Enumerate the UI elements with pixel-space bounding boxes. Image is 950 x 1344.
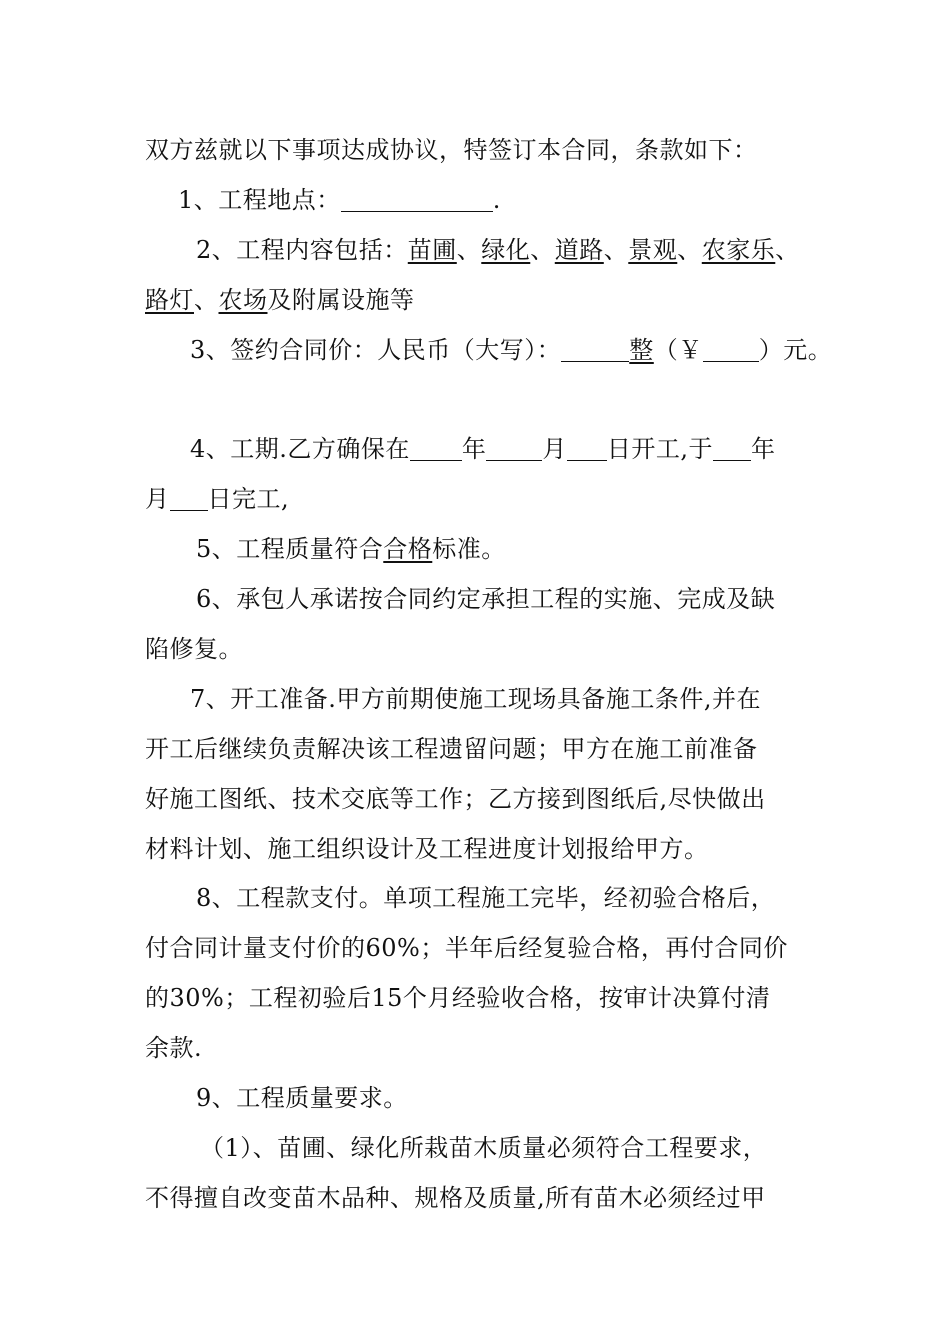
end-day-blank[interactable] bbox=[170, 484, 208, 511]
item-nursery: 苗圃 bbox=[407, 236, 457, 264]
amount-number-blank[interactable] bbox=[703, 335, 759, 362]
clause-7-line-1: 7、开工准备.甲方前期使施工现场具备施工条件,并在 bbox=[190, 685, 762, 713]
clause-1: 1、工程地点： . bbox=[178, 186, 501, 214]
clause-2-line-2: 路灯、农场及附属设施等 bbox=[145, 286, 415, 314]
start-year-blank[interactable] bbox=[410, 434, 462, 461]
quality-standard: 合格 bbox=[383, 535, 433, 563]
clause-8-line-4: 余款. bbox=[145, 1034, 203, 1062]
clause-7-line-4: 材料计划、施工组织设计及工程进度计划报给甲方。 bbox=[145, 835, 709, 863]
clause-8-line-2: 付合同计量支付价的60%；半年后经复验合格，再付合同价 bbox=[145, 934, 788, 962]
start-day-blank[interactable] bbox=[567, 434, 607, 461]
amount-words-blank[interactable] bbox=[561, 335, 629, 362]
clause-3: 3、签约合同价：人民币（大写）： 整（￥ ）元。 bbox=[190, 336, 833, 364]
clause-7-line-2: 开工后继续负责解决该工程遗留问题；甲方在施工前准备 bbox=[145, 735, 758, 763]
location-blank[interactable] bbox=[341, 185, 493, 212]
clause-5: 5、工程质量符合合格标准。 bbox=[196, 535, 506, 563]
item-greening: 绿化 bbox=[481, 236, 531, 264]
clause-4-line-1: 4、工期.乙方确保在 年 月 日开工,于 年 bbox=[190, 435, 776, 463]
clause-6-line-1: 6、承包人承诺按合同约定承担工程的实施、完成及缺 bbox=[196, 585, 776, 613]
clause-7-line-3: 好施工图纸、技术交底等工作；乙方接到图纸后,尽快做出 bbox=[145, 785, 766, 813]
intro-line bbox=[145, 133, 758, 167]
clause-6-line-2: 陷修复。 bbox=[145, 635, 243, 663]
item-farmhouse: 农家乐 bbox=[701, 236, 776, 264]
clause-9-line-2: 不得擅自改变苗木品种、规格及质量,所有苗木必须经过甲 bbox=[145, 1184, 766, 1212]
item-landscape: 景观 bbox=[628, 236, 678, 264]
clause-9-title: 9、工程质量要求。 bbox=[196, 1084, 408, 1112]
clause-1-label: 1、工程地点： bbox=[178, 186, 341, 214]
clause-2-line-1: 2、工程内容包括：苗圃、绿化、道路、景观、农家乐、 bbox=[196, 236, 800, 264]
start-month-blank[interactable] bbox=[486, 434, 542, 461]
item-streetlight: 路灯 bbox=[145, 286, 194, 314]
item-road: 道路 bbox=[554, 236, 604, 264]
clause-8-line-3: 的30%；工程初验后15个月经验收合格，按审计决算付清 bbox=[145, 984, 771, 1012]
clause-9-line-1: （1）、苗圃、绿化所栽苗木质量必须符合工程要求， bbox=[200, 1134, 768, 1162]
end-year-blank[interactable] bbox=[713, 434, 751, 461]
intro-text: 双方兹就以下事项达成协议，特签订本合同，条款如下： bbox=[145, 136, 758, 164]
clause-8-line-1: 8、工程款支付。单项工程施工完毕，经初验合格后， bbox=[196, 884, 776, 912]
clause-4-line-2: 月 日完工, bbox=[145, 485, 290, 513]
item-farm: 农场 bbox=[218, 286, 268, 314]
